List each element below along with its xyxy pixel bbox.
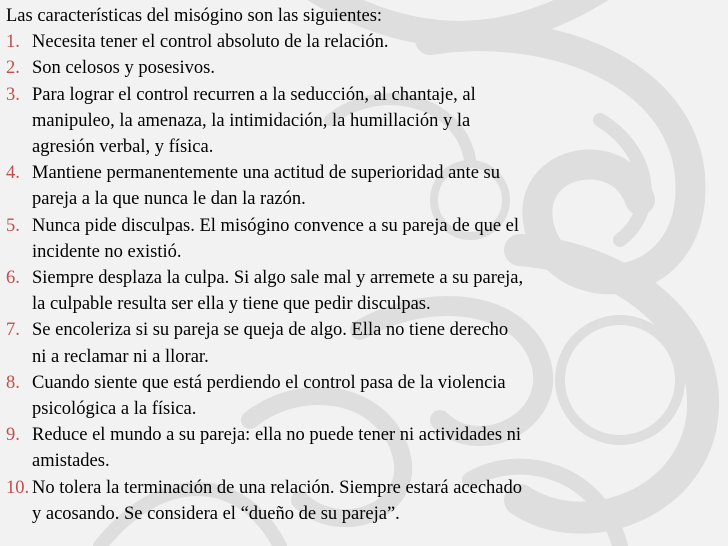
intro-text: Las características del misógino son las siguientes: [6,6,383,26]
list-item [6,370,726,422]
list-item [6,422,726,474]
list-item [6,317,726,369]
item-number: 2. [6,58,20,79]
item-line: Reduce el mundo a su pareja: ella no puede tener ni actividades ni [32,425,522,446]
item-number: 5. [6,215,20,236]
item-line: Cuando siente que está perdiendo el control pasa de la violencia [32,372,506,393]
item-line: Mantiene permanentemente una actitud de superioridad ante su [32,163,500,184]
list-item [6,213,726,265]
item-line: manipuleo, la amenaza, la intimidación, la humillación y la [32,110,471,131]
item-line: agresión verbal, y física. [32,137,214,158]
item-number: 6. [6,268,20,289]
item-line: incidente no existió. [32,241,182,262]
item-number: 1. [6,32,20,53]
list-item [6,160,726,212]
item-line: pareja a la que nunca le dan la razón. [32,189,306,210]
item-number: 3. [6,84,20,105]
item-line: psicológica a la física. [32,399,197,420]
item-line: Son celosos y posesivos. [32,58,215,79]
item-line: No tolera la terminación de una relación. Siempre estará acechado [32,477,523,498]
slide-content [6,3,726,527]
list-item [6,55,726,81]
list-item [6,265,726,317]
item-line: Necesita tener el control absoluto de la relación. [32,32,389,53]
item-line: y acosando. Se considera el “dueño de su pareja”. [32,503,400,524]
item-line: Se encoleriza si su pareja se queja de algo. Ella no tiene derecho [32,320,509,341]
item-line: ni a reclamar ni a llorar. [32,346,209,367]
list-item [6,82,726,161]
item-line: la culpable resulta ser ella y tiene que pedir disculpas. [32,294,431,315]
item-line: Nunca pide disculpas. El misógino convence a su pareja de que el [32,215,520,236]
list-item [6,475,726,527]
item-number: 7. [6,320,20,341]
item-line: Siempre desplaza la culpa. Si algo sale mal y arremete a su pareja, [32,268,524,289]
item-number: 10. [6,477,30,498]
item-number: 9. [6,425,20,446]
item-number: 4. [6,163,20,184]
item-number: 8. [6,372,20,393]
characteristics-list [6,29,726,527]
list-item [6,29,726,55]
item-line: amistades. [32,451,110,472]
item-line: Para lograr el control recurren a la seducción, al chantaje, al [32,84,476,105]
